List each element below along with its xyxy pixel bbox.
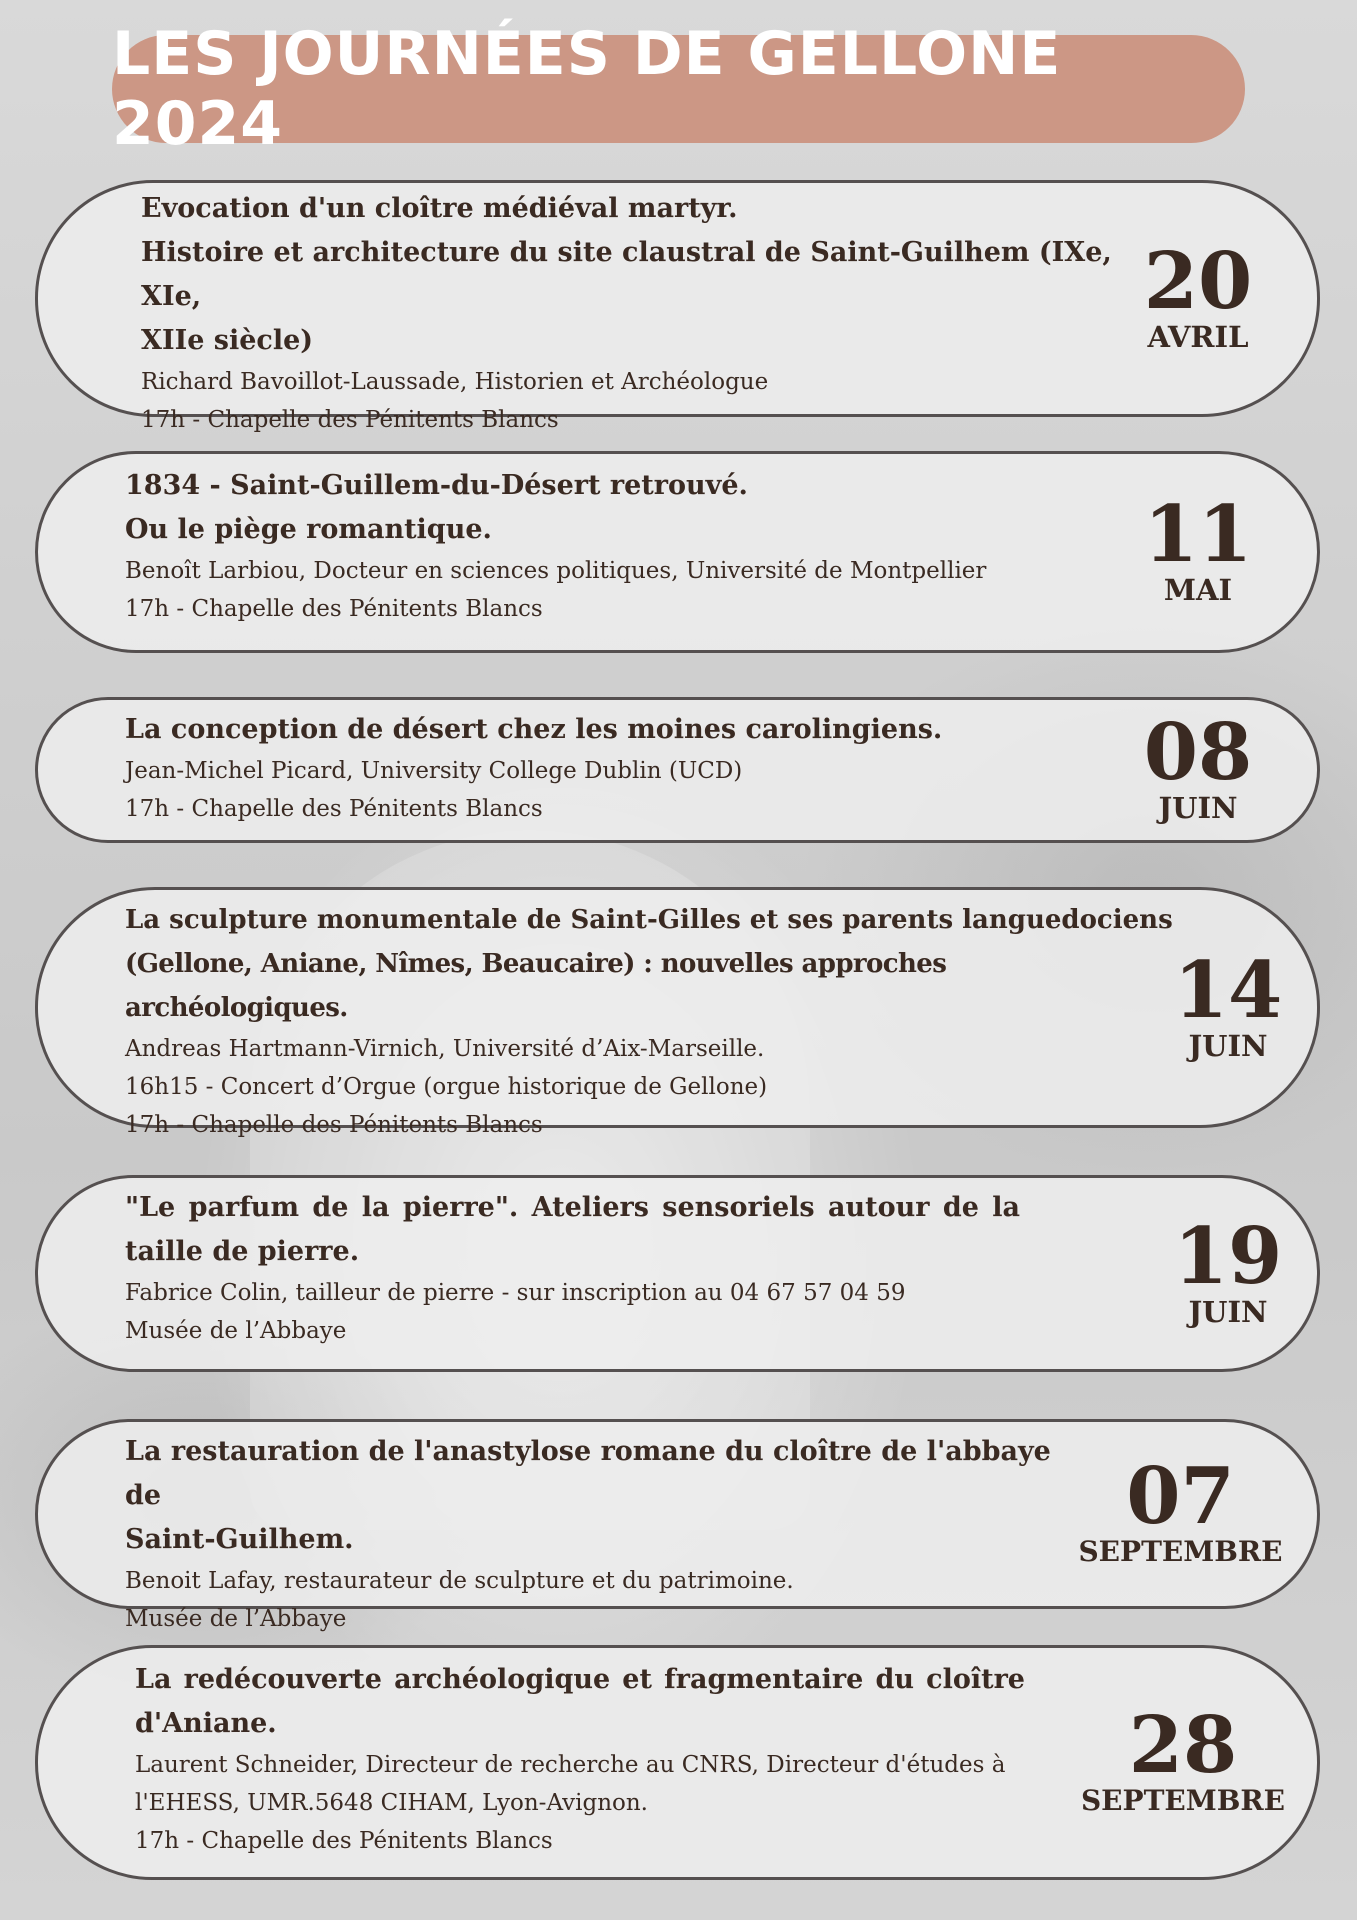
event-day: 08 xyxy=(1143,707,1253,798)
event-card xyxy=(35,1175,1320,1372)
event-speaker: l'EHESS, UMR.5648 CIHAM, Lyon-Avignon. xyxy=(135,1790,648,1816)
event-month: SEPTEMBRE xyxy=(1080,1783,1286,1817)
event-month: JUIN xyxy=(1188,1294,1268,1329)
event-title-line: 1834 - Saint-Guillem-du-Désert retrouvé. xyxy=(125,470,748,501)
event-card xyxy=(35,1419,1320,1632)
event-month: SEPTEMBRE xyxy=(1078,1535,1283,1568)
event-card xyxy=(35,451,1320,653)
event-title-line: La restauration de l'anastylose romane du cloître de l'abbaye de xyxy=(125,1436,1051,1511)
event-title-line: Saint-Guilhem. xyxy=(125,1524,354,1555)
event-title-line: La sculpture monumentale de Saint-Gilles et ses parents languedociens xyxy=(125,905,1173,935)
event-detail: 17h - Chapelle des Pénitents Blancs xyxy=(141,407,559,433)
event-month: AVRIL xyxy=(1147,319,1249,354)
event-speaker: Richard Bavoillot-Laussade, Historien et Archéologue xyxy=(141,369,769,395)
event-month: MAI xyxy=(1163,573,1233,607)
event-month: JUIN xyxy=(1188,1028,1268,1063)
event-detail: Musée de l’Abbaye xyxy=(125,1318,347,1344)
event-card xyxy=(35,697,1320,843)
event-speaker: Jean-Michel Picard, University College Dublin (UCD) xyxy=(125,758,743,784)
event-day: 19 xyxy=(1173,1210,1283,1302)
page-title: LES JOURNÉES DE GELLONE 2024 xyxy=(112,35,1245,143)
event-day: 11 xyxy=(1143,489,1253,580)
event-speaker: Benoît Larbiou, Docteur en sciences politiques, Université de Montpellier xyxy=(125,558,987,584)
event-title-line: Ou le piège romantique. xyxy=(125,514,492,545)
event-detail: 16h15 - Concert d’Orgue (orgue historique de Gellone) xyxy=(125,1074,768,1100)
event-card xyxy=(35,887,1320,1138)
event-title-line: Evocation d'un cloître médiéval martyr. xyxy=(141,193,738,224)
event-title-line: La conception de désert chez les moines carolingiens. xyxy=(125,714,943,745)
event-day: 07 xyxy=(1126,1451,1235,1542)
event-title-line: "Le parfum de la pierre". Ateliers sensoriels autour de la xyxy=(125,1192,1020,1223)
event-title-line: La redécouverte archéologique et fragmentaire du cloître xyxy=(135,1664,1025,1695)
event-title-line: taille de pierre. xyxy=(125,1236,360,1267)
event-speaker: Fabrice Colin, tailleur de pierre - sur inscription au 04 67 57 04 59 xyxy=(125,1280,906,1306)
event-title-line: d'Aniane. xyxy=(135,1708,277,1739)
event-title-line: XIIe siècle) xyxy=(141,325,314,356)
event-detail: 17h - Chapelle des Pénitents Blancs xyxy=(125,1112,543,1138)
event-detail: 17h - Chapelle des Pénitents Blancs xyxy=(135,1828,553,1854)
event-day: 28 xyxy=(1128,1699,1238,1791)
event-month: JUIN xyxy=(1158,791,1238,825)
event-title-line: Histoire et architecture du site claustral de Saint-Guilhem (IXe, XIe, xyxy=(141,237,1112,312)
event-day: 14 xyxy=(1173,944,1283,1036)
event-day: 20 xyxy=(1143,235,1253,327)
event-detail: 17h - Chapelle des Pénitents Blancs xyxy=(125,596,543,622)
event-card xyxy=(35,1645,1320,1880)
event-detail: Musée de l’Abbaye xyxy=(125,1606,347,1632)
event-speaker: Andreas Hartmann-Virnich, Université d’Aix-Marseille. xyxy=(125,1036,765,1062)
event-speaker: Laurent Schneider, Directeur de recherche au CNRS, Directeur d'études à xyxy=(135,1752,1006,1778)
event-card xyxy=(35,180,1320,433)
event-speaker: Benoit Lafay, restaurateur de sculpture et du patrimoine. xyxy=(125,1568,794,1594)
event-title-line: (Gellone, Aniane, Nîmes, Beaucaire) : nouvelles approches archéologiques. xyxy=(125,949,947,1023)
event-detail: 17h - Chapelle des Pénitents Blancs xyxy=(125,796,543,822)
